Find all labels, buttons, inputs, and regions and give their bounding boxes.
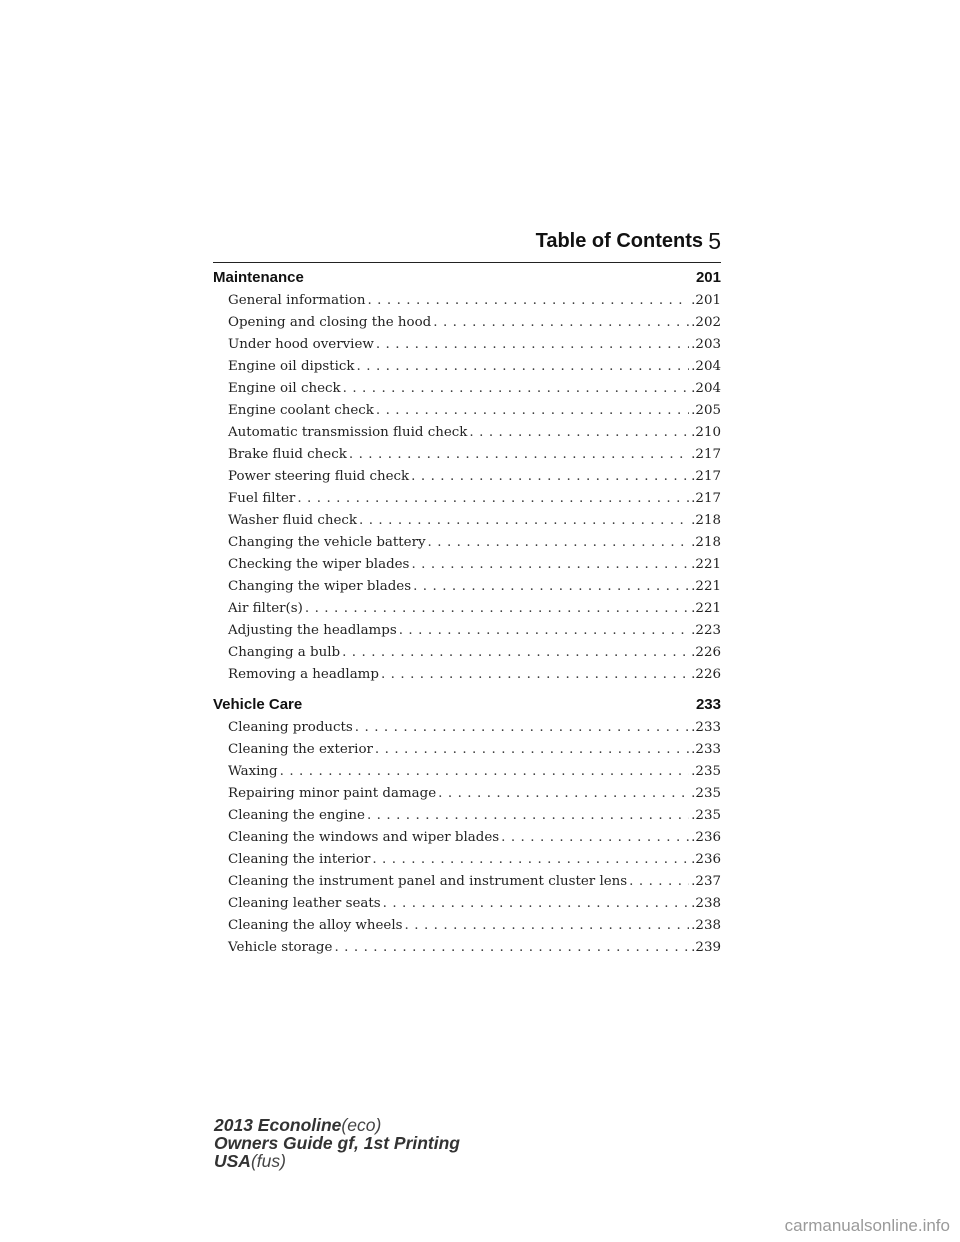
- toc-entry[interactable]: [213, 717, 721, 739]
- toc-entry[interactable]: [213, 422, 721, 444]
- entry-page: .238: [691, 896, 721, 911]
- entry-title: Cleaning the instrument panel and instrument cluster lens: [228, 874, 628, 889]
- entry-title: Washer fluid check: [228, 513, 357, 528]
- toc-entry[interactable]: [213, 871, 721, 893]
- entry-title: Cleaning the interior: [228, 852, 371, 867]
- footer-market: USA: [214, 1151, 251, 1171]
- entry-title: Waxing: [228, 764, 278, 779]
- dot-leader: [375, 739, 689, 761]
- dot-leader: [629, 871, 689, 893]
- dot-leader: [501, 827, 689, 849]
- dot-leader: [367, 805, 689, 827]
- entry-title: Cleaning leather seats: [228, 896, 381, 911]
- entry-title: Fuel filter: [228, 491, 296, 506]
- entry-page: .239: [691, 940, 721, 955]
- page-number: 5: [708, 228, 721, 254]
- entry-page: .202: [691, 315, 721, 330]
- entry-page: .236: [691, 830, 721, 845]
- dot-leader: [357, 356, 690, 378]
- entry-title: Vehicle storage: [228, 940, 333, 955]
- entry-page: .238: [691, 918, 721, 933]
- toc-entry[interactable]: [213, 466, 721, 488]
- footer-model-line: [214, 1116, 460, 1134]
- toc-entry[interactable]: [213, 893, 721, 915]
- entry-title: Automatic transmission fluid check: [228, 425, 468, 440]
- entry-page: .217: [691, 447, 721, 462]
- entry-page: .205: [691, 403, 721, 418]
- toc-entry[interactable]: [213, 915, 721, 937]
- dot-leader: [305, 598, 689, 620]
- toc-entry[interactable]: [213, 827, 721, 849]
- toc-entry[interactable]: [213, 642, 721, 664]
- entry-page: .201: [691, 293, 721, 308]
- entry-page: .204: [691, 359, 721, 374]
- dot-leader: [428, 532, 690, 554]
- entry-title: Cleaning the exterior: [228, 742, 373, 757]
- entry-title: Cleaning the windows and wiper blades: [228, 830, 500, 845]
- entry-page: .226: [691, 645, 721, 660]
- dot-leader: [411, 466, 689, 488]
- footer-market-line: [214, 1152, 460, 1170]
- dot-leader: [349, 444, 689, 466]
- dot-leader: [411, 554, 689, 576]
- section-page: 201: [695, 269, 721, 286]
- toc-entry[interactable]: [213, 488, 721, 510]
- toc-entry[interactable]: [213, 761, 721, 783]
- entry-page: .235: [691, 764, 721, 779]
- section-title: Maintenance: [213, 269, 304, 286]
- toc-entry[interactable]: [213, 444, 721, 466]
- entry-page: .217: [691, 491, 721, 506]
- entry-page: .217: [691, 469, 721, 484]
- toc-entry[interactable]: [213, 378, 721, 400]
- entry-title: Brake fluid check: [228, 447, 347, 462]
- toc-entry[interactable]: [213, 598, 721, 620]
- dot-leader: [334, 937, 689, 959]
- footer-market-code: (fus): [250, 1151, 286, 1171]
- entry-page: .218: [691, 513, 721, 528]
- entry-page: .204: [691, 381, 721, 396]
- entry-page: .221: [691, 579, 721, 594]
- entry-title: Opening and closing the hood: [228, 315, 432, 330]
- toc-entry[interactable]: [213, 739, 721, 761]
- section-page: 233: [695, 696, 721, 713]
- entry-page: .237: [691, 874, 721, 889]
- entry-page: .226: [691, 667, 721, 682]
- entry-page: .221: [691, 601, 721, 616]
- dot-leader: [399, 620, 689, 642]
- watermark: carmanualsonline.info: [784, 1216, 950, 1235]
- entry-title: Engine oil dipstick: [228, 359, 355, 374]
- footer-guide: Owners Guide gf, 1st Printing: [214, 1133, 460, 1153]
- toc-entry[interactable]: [213, 510, 721, 532]
- entry-title: Under hood overview: [228, 337, 374, 352]
- entry-page: .235: [691, 808, 721, 823]
- entry-page: .221: [691, 557, 721, 572]
- entry-title: Removing a headlamp: [228, 667, 379, 682]
- section-heading[interactable]: [213, 693, 721, 717]
- entry-title: Power steering fluid check: [228, 469, 410, 484]
- toc-entry[interactable]: [213, 664, 721, 686]
- section-heading[interactable]: [213, 266, 721, 290]
- dot-leader: [372, 849, 689, 871]
- toc-entry[interactable]: [213, 356, 721, 378]
- entry-title: Adjusting the headlamps: [228, 623, 397, 638]
- entry-title: Checking the wiper blades: [228, 557, 410, 572]
- entry-page: .235: [691, 786, 721, 801]
- dot-leader: [438, 783, 689, 805]
- entry-page: .236: [691, 852, 721, 867]
- dot-leader: [367, 290, 689, 312]
- entry-title: Cleaning the alloy wheels: [228, 918, 403, 933]
- entry-title: General information: [228, 293, 366, 308]
- toc-entry[interactable]: [213, 576, 721, 598]
- dot-leader: [342, 642, 689, 664]
- entry-page: .223: [691, 623, 721, 638]
- toc-section: [213, 693, 721, 959]
- toc-entry[interactable]: [213, 312, 721, 334]
- footer-model: 2013 Econoline: [214, 1115, 342, 1135]
- entry-title: Cleaning the engine: [228, 808, 365, 823]
- entry-page: .210: [691, 425, 721, 440]
- page-title: Table of Contents: [535, 230, 703, 252]
- toc-entry[interactable]: [213, 805, 721, 827]
- toc-entry[interactable]: [213, 400, 721, 422]
- toc-section: [213, 266, 721, 686]
- toc-entry[interactable]: [213, 937, 721, 959]
- table-of-contents: [213, 266, 721, 959]
- dot-leader: [433, 312, 689, 334]
- toc-entry[interactable]: [213, 620, 721, 642]
- dot-leader: [376, 334, 689, 356]
- dot-leader: [405, 915, 690, 937]
- entry-page: .203: [691, 337, 721, 352]
- document-footer: [214, 1116, 460, 1170]
- dot-leader: [383, 893, 690, 915]
- entry-title: Engine oil check: [228, 381, 341, 396]
- entry-page: .233: [691, 720, 721, 735]
- toc-entry[interactable]: [213, 783, 721, 805]
- entry-title: Changing the wiper blades: [228, 579, 412, 594]
- entry-title: Changing the vehicle battery: [228, 535, 426, 550]
- entry-title: Air filter(s): [228, 601, 303, 616]
- toc-entry[interactable]: [213, 334, 721, 356]
- toc-entry[interactable]: [213, 290, 721, 312]
- toc-entry[interactable]: [213, 554, 721, 576]
- page-header: [213, 228, 721, 263]
- dot-leader: [413, 576, 689, 598]
- dot-leader: [280, 761, 690, 783]
- entry-page: .233: [691, 742, 721, 757]
- entry-title: Changing a bulb: [228, 645, 341, 660]
- dot-leader: [376, 400, 689, 422]
- dot-leader: [343, 378, 690, 400]
- entry-title: Repairing minor paint damage: [228, 786, 437, 801]
- entry-page: .218: [691, 535, 721, 550]
- entry-title: Engine coolant check: [228, 403, 374, 418]
- dot-leader: [381, 664, 689, 686]
- entry-title: Cleaning products: [228, 720, 353, 735]
- footer-guide-line: [214, 1134, 460, 1152]
- dot-leader: [359, 510, 689, 532]
- toc-entry[interactable]: [213, 849, 721, 871]
- section-title: Vehicle Care: [213, 696, 303, 713]
- toc-entry[interactable]: [213, 532, 721, 554]
- footer-model-code: (eco): [341, 1115, 382, 1135]
- dot-leader: [469, 422, 689, 444]
- dot-leader: [297, 488, 689, 510]
- dot-leader: [355, 717, 689, 739]
